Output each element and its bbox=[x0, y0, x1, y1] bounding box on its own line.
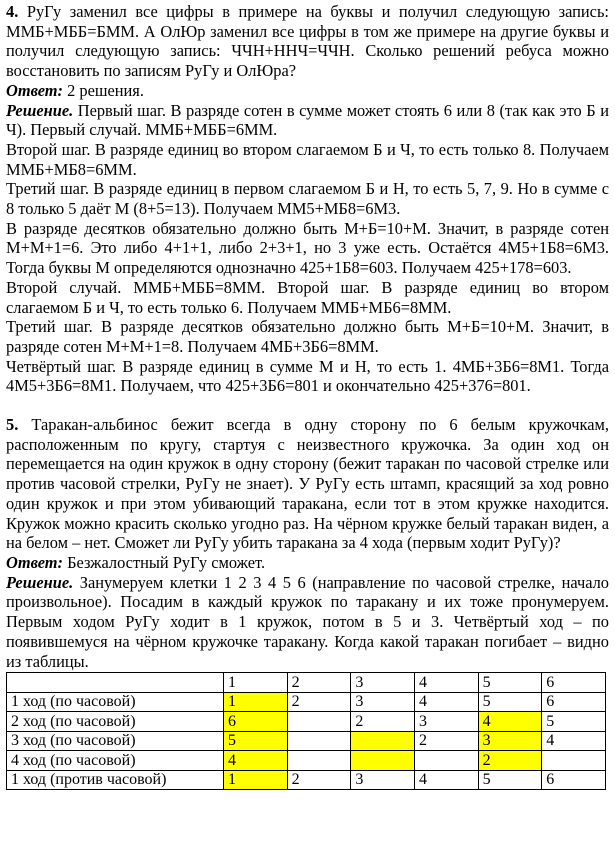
row-label: 4 ход (по часовой) bbox=[7, 751, 224, 771]
answer-text: 2 решения. bbox=[62, 80, 144, 100]
table-header-cell: 3 bbox=[351, 673, 415, 693]
table-cell bbox=[287, 751, 351, 771]
table-cell: 5 bbox=[478, 770, 542, 790]
answer-5 bbox=[6, 553, 609, 573]
problem-number: 5. bbox=[6, 415, 19, 435]
solution-text: Первый шаг. В разряде сотен в сумме может стоять 6 или 8 (так как это Б и Ч). Первый случай. ММБ+МББ=6ММ. bbox=[6, 100, 609, 140]
table-cell: 2 bbox=[287, 692, 351, 712]
table-header-cell: 5 bbox=[478, 673, 542, 693]
table-row bbox=[7, 731, 606, 751]
table-cell: 2 bbox=[351, 712, 415, 732]
table-header-cell: 2 bbox=[287, 673, 351, 693]
table-cell: 5 bbox=[224, 731, 288, 751]
solution-4-line: Третий шаг. В разряде единиц в первом слагаемом Б и Н, то есть 5, 7, 9. Но в сумме с 8 только 5 даёт М (8+5=13). Получаем ММ5+МБ8=6М3. bbox=[6, 179, 609, 219]
table-row bbox=[7, 712, 606, 732]
row-label: 1 ход (против часовой) bbox=[7, 770, 224, 790]
table-row bbox=[7, 770, 606, 790]
table-cell: 3 bbox=[351, 770, 415, 790]
solution-text: Занумеруем клетки 1 2 3 4 5 6 (направление по часовой стрелке, начало произвольное). Посадим в каждый кружок по таракану и их тоже пронумеруем. Первым ходом РуГу ходит в 1 кружок, потом в 5 и 3. Четвёртый ход – по появившемуся на чёрном кружочке таракану. Когда какой таракан погибает – видно из таблицы. bbox=[6, 572, 609, 671]
solution-label: Решение. bbox=[6, 572, 74, 592]
table-cell: 6 bbox=[224, 712, 288, 732]
answer-label: Ответ: bbox=[6, 552, 63, 572]
problem-5 bbox=[6, 415, 609, 553]
answer-label: Ответ: bbox=[6, 80, 63, 100]
table-row bbox=[7, 692, 606, 712]
table-cell: 3 bbox=[351, 692, 415, 712]
table-cell bbox=[287, 712, 351, 732]
solution-4-line: Четвёртый шаг. В разряде единиц в сумме М и Н, то есть 1. 4МБ+3Б6=8М1. Тогда 4М5+3Б6=8М1. Получаем, что 425+3Б6=801 и окончательно 425+376=801. bbox=[6, 356, 609, 396]
table-header-cell: 6 bbox=[542, 673, 606, 693]
problem-text: Таракан-альбинос бежит всегда в одну сторону по 6 белым кружочкам, расположенным по кругу, стартуя с неизвестного кружочка. За один ход он перемещается на один кружок в одну сторону (бежит таракан по часовой стрелке или против часовой стрелки, РуГу не знает). У РуГу есть штамп, красящий за ход ровно один кружок и при этом убивающий таракана, если тот в этом кружке находится. Кружок можно красить сколько угодно раз. На чёрном кружке белый таракан виден, а на белом – нет. Сможет ли РуГу убить таракана за 4 хода (первым ходит РуГу)? bbox=[6, 415, 609, 553]
solution-4-line: Второй случай. ММБ+МББ=8ММ. Второй шаг. В разряде единиц во втором слагаемом Б и Ч, то есть только 6. Получаем ММБ+МБ6=8ММ. bbox=[6, 277, 609, 317]
solution-4-line: Второй шаг. В разряде единиц во втором слагаемом Б и Ч, то есть только 8. Получаем ММБ+МБ8=6ММ. bbox=[6, 139, 609, 179]
section-gap bbox=[6, 396, 609, 415]
table-cell: 4 bbox=[542, 731, 606, 751]
table-cell bbox=[351, 731, 415, 751]
document-page bbox=[6, 2, 609, 790]
table-cell: 2 bbox=[478, 751, 542, 771]
solution-4-line: В разряде десятков обязательно должно быть М+Б=10+М. Значит, в разряде сотен М+М+1=6. Это либо 4+1+1, либо 2+3+1, но 3 уже есть. Остаётся 4М5+1Б8=6М3. Тогда буквы М определяются однозначно 425+1Б8=603. Получаем 425+178=603. bbox=[6, 218, 609, 278]
solution-5 bbox=[6, 573, 609, 672]
row-label: 1 ход (по часовой) bbox=[7, 692, 224, 712]
table-cell bbox=[542, 751, 606, 771]
table-cell: 1 bbox=[224, 770, 288, 790]
table-cell: 2 bbox=[414, 731, 478, 751]
row-label: 3 ход (по часовой) bbox=[7, 731, 224, 751]
problem-text: РуГу заменил все цифры в примере на буквы и получил следующую запись: ММБ+МББ=БММ. А ОлЮр заменил все цифры в том же примере на другие буквы и получил следующую запись: ЧЧН+ННЧ=ЧЧН. Сколько решений ребуса можно восстановить по записям РуГу и ОлЮра? bbox=[6, 2, 609, 81]
table-header-row bbox=[7, 673, 606, 693]
answer-text: Безжалостный РуГу сможет. bbox=[62, 552, 266, 572]
table-header-cell: 1 bbox=[224, 673, 288, 693]
table-cell: 3 bbox=[414, 712, 478, 732]
solution-4-line: Третий шаг. В разряде десятков обязательно должно быть М+Б=10+М. Значит, в разряде сотен М+М+1=8. Получаем 4МБ+3Б6=8ММ. bbox=[6, 317, 609, 356]
table-header-cell bbox=[7, 673, 224, 693]
problem-4 bbox=[6, 2, 609, 81]
table-row bbox=[7, 751, 606, 771]
table-cell: 2 bbox=[287, 770, 351, 790]
table-cell: 1 bbox=[224, 692, 288, 712]
table-cell: 5 bbox=[478, 692, 542, 712]
table-cell: 3 bbox=[478, 731, 542, 751]
table-cell: 6 bbox=[542, 770, 606, 790]
table-cell bbox=[287, 731, 351, 751]
cockroach-table bbox=[6, 672, 606, 790]
solution-4-line bbox=[6, 101, 609, 140]
table-cell: 5 bbox=[542, 712, 606, 732]
problem-number: 4. bbox=[6, 2, 19, 21]
table-cell: 4 bbox=[224, 751, 288, 771]
table-cell: 4 bbox=[478, 712, 542, 732]
solution-label: Решение. bbox=[6, 100, 74, 120]
table-cell: 4 bbox=[414, 770, 478, 790]
table-cell: 6 bbox=[542, 692, 606, 712]
table-header-cell: 4 bbox=[414, 673, 478, 693]
row-label: 2 ход (по часовой) bbox=[7, 712, 224, 732]
table-cell bbox=[351, 751, 415, 771]
table-cell bbox=[414, 751, 478, 771]
answer-4 bbox=[6, 81, 609, 101]
table-cell: 4 bbox=[414, 692, 478, 712]
